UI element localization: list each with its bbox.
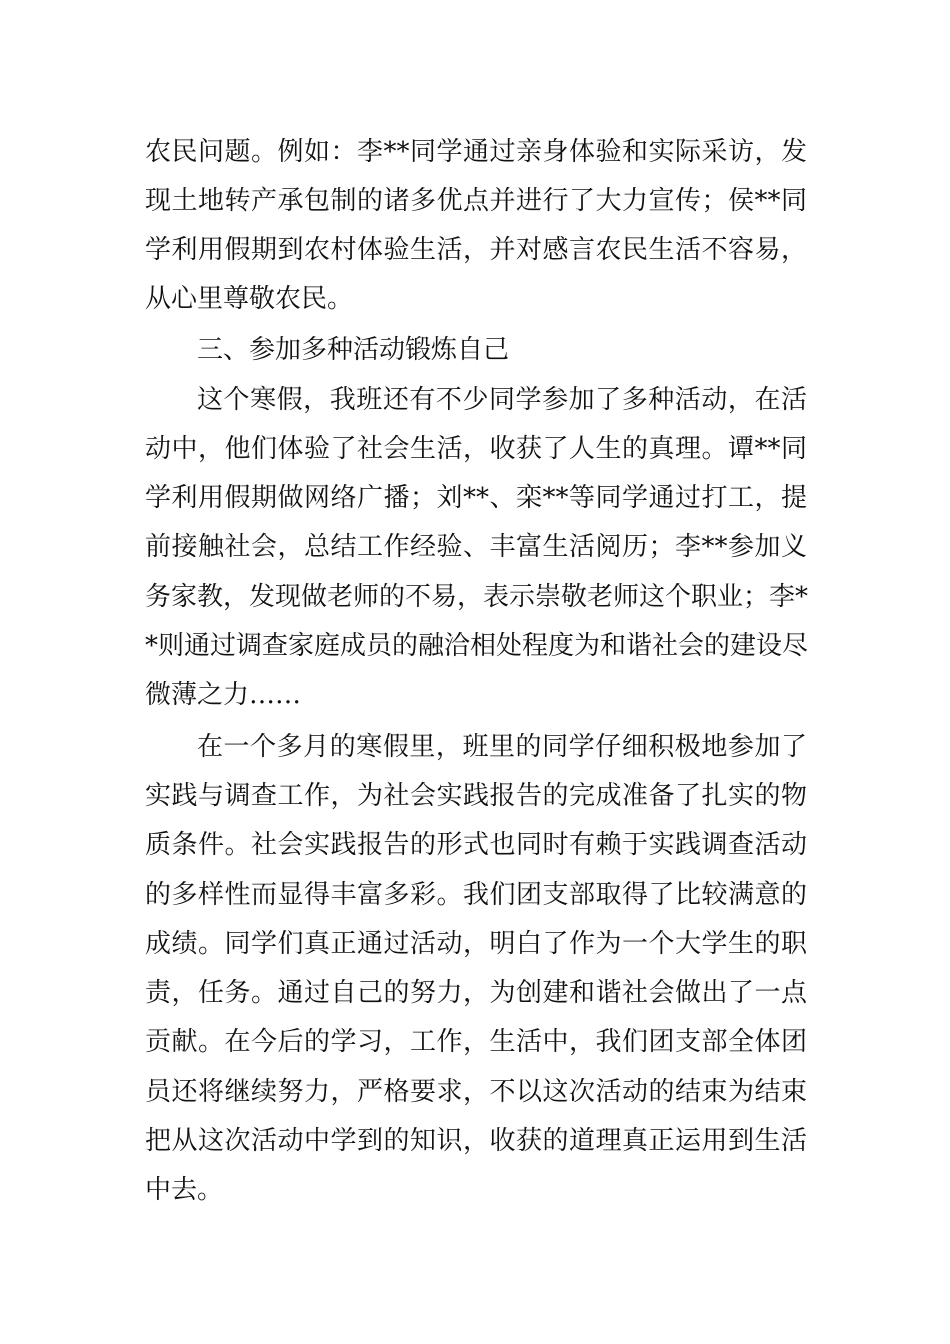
text-line-7: 动中，他们体验了社会生活，收获了人生的真理。谭**同 <box>145 434 807 464</box>
text-line-17: 成绩。同学们真正通过活动，明白了作为一个大学生的职 <box>145 929 807 959</box>
text-line-14: 实践与调查工作，为社会实践报告的完成准备了扎实的物 <box>145 781 807 811</box>
text-line-9: 前接触社会，总结工作经验、丰富生活阅历；李**参加义 <box>145 532 807 562</box>
text-line-16: 的多样性而显得丰富多彩。我们团支部取得了比较满意的 <box>145 880 807 910</box>
text-line-12: 微薄之力…… <box>145 680 302 710</box>
text-line-20: 员还将继续努力，严格要求，不以这次活动的结束为结束 <box>145 1077 807 1107</box>
text-line-13: 在一个多月的寒假里，班里的同学仔细积极地参加了 <box>197 732 807 762</box>
text-line-11: *则通过调查家庭成员的融洽相处程度为和谐社会的建设尽 <box>145 631 809 661</box>
text-line-2: 现土地转产承包制的诸多优点并进行了大力宣传；侯**同 <box>145 186 807 216</box>
text-line-3: 学利用假期到农村体验生活，并对感言农民生活不容易， <box>145 235 807 265</box>
text-line-10: 务家教，发现做老师的不易，表示崇敬老师这个职业；李* <box>145 582 809 612</box>
text-line-19: 贡献。在今后的学习，工作，生活中，我们团支部全体团 <box>145 1027 807 1057</box>
text-line-22: 中去。 <box>145 1175 224 1205</box>
text-line-6: 这个寒假，我班还有不少同学参加了多种活动，在活 <box>197 385 807 415</box>
text-line-18: 责，任务。通过自己的努力，为创建和谐社会做出了一点 <box>145 978 807 1008</box>
text-line-21: 把从这次活动中学到的知识，收获的道理真正运用到生活 <box>145 1126 807 1156</box>
text-line-1: 农民问题。例如：李**同学通过亲身体验和实际采访，发 <box>145 137 807 167</box>
text-line-4: 从心里尊敬农民。 <box>145 284 354 314</box>
section-heading: 三、参加多种活动锻炼自己 <box>197 335 510 365</box>
text-line-15: 质条件。社会实践报告的形式也同时有赖于实践调查活动 <box>145 830 807 860</box>
text-line-8: 学利用假期做网络广播；刘**、栾**等同学通过打工，提 <box>145 483 807 513</box>
